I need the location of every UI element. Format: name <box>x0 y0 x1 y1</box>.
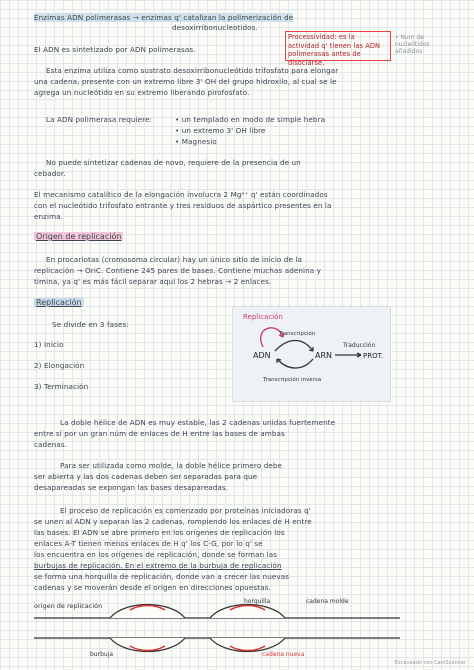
section-heading: Origen de replicación <box>36 232 122 241</box>
diagram-label: burbuja <box>90 651 114 658</box>
text-line: enlaces A-T tienen menos enlaces de H q' los C-G, por lo q' se <box>34 539 263 548</box>
figure-label: ADN <box>253 351 271 360</box>
text-line: se forma una horquilla de replicación, donde van a crecer las nuevas <box>34 572 290 581</box>
text-line: con el nucleótido trifosfato entrante y tres residuos de aspártico presentes en la <box>34 201 332 210</box>
text-line: La ADN polimerasa requiere: <box>46 115 153 124</box>
text-line: cadenas. <box>34 440 68 449</box>
text-line: una cadena, presente con un extremo libre 3' OH del grupo hidroxilo, al cual se le <box>34 77 337 86</box>
transcription-arrow <box>275 341 313 352</box>
bubble-upper <box>210 605 285 619</box>
figure-label: Traducción <box>343 342 376 349</box>
bubble-upper <box>110 605 185 619</box>
text-line: enzima. <box>34 212 64 221</box>
side-note: • Num de nucleótidos añadidos <box>395 34 430 55</box>
central-dogma-figure <box>232 306 391 402</box>
phase-item: 1) Inicio <box>34 340 64 349</box>
text-line: No puede sintetizar cadenas de novo, requiere de la presencia de un <box>46 158 301 167</box>
scanner-watermark: Escaneado con CamScanner <box>394 660 466 666</box>
requirement: • Magnesio <box>175 137 217 146</box>
text-line: desoxirribonucleotidos. <box>172 23 258 32</box>
text-line: La doble hélice de ADN es muy estable, las 2 cadenas unidas fuertemente <box>60 418 336 427</box>
text-line: cadenas y se moverán desde el origen en direcciones opuestas. <box>34 583 271 592</box>
bubble-lower <box>210 638 285 652</box>
text-line: El ADN es sintetizado por ADN polimerasas. <box>34 45 196 54</box>
bubble-lower <box>110 638 185 652</box>
reverse-transcription-arrow <box>277 359 313 368</box>
text-line: Se divide en 3 fases: <box>52 320 129 329</box>
text-line: agrega un nucleótido en su extremo liberando pirofosfato. <box>34 88 250 97</box>
replication-bubble-diagram <box>30 594 410 658</box>
text-line: Esta enzima utiliza como sustrato desoxirribonucleótido trifosfato para elongar <box>46 66 339 75</box>
diagram-label: horquilla <box>244 598 271 605</box>
text-line: En procariotas (cromosoma circular) hay un único sitio de inicio de la <box>46 255 302 264</box>
text-line: entre sí por un gran núm de enlaces de H entre las bases de ambas <box>34 429 285 438</box>
text-line: timina, ya q' es más fácil separar aquí los 2 hebras → 2 enlaces. <box>34 277 272 286</box>
phase-item: 2) Elongación <box>34 361 85 370</box>
text-line: las bases. El ADN se abre primero en los orígenes de replicación los <box>34 528 285 537</box>
diagram-label: origen de replicación <box>34 602 103 610</box>
section-heading: Replicación <box>36 298 82 307</box>
text-line: Para ser utilizada como molde, la doble hélice primero debe <box>60 461 283 470</box>
text-line: ser abierta y las dos cadenas deben ser separadas para que <box>34 472 258 481</box>
requirement: • un extremo 3' OH libre <box>175 126 266 135</box>
figure-label: Transcripción inversa <box>263 377 322 383</box>
text-line: replicación → OriC. Contiene 245 pares de bases. Contiene muchas adenina y <box>34 266 322 275</box>
text-line: se unen al ADN y separan las 2 cadenas, rompiendo los enlaces de H entre <box>34 517 312 526</box>
figure-label: Replicación <box>243 313 283 321</box>
text-line: El proceso de replicación es comenzado por proteínas iniciadoras q' <box>60 506 311 515</box>
central-dogma-diagram <box>233 307 390 401</box>
text-line: Enzimas ADN polimerasas → enzimas q' catalizan la polimerización de <box>34 13 294 22</box>
diagram-label: cadena molde <box>306 598 349 605</box>
requirement: • un templado en modo de simple hebra <box>175 115 326 124</box>
figure-label: Transcripción <box>279 331 316 337</box>
figure-label: PROT. <box>363 352 384 360</box>
figure-label: ARN <box>315 351 333 360</box>
text-line: cebador. <box>34 169 66 178</box>
text-line: burbujas de replicación. En el extremo de la burbuja de replicación <box>34 561 282 570</box>
diagram-label: cadena nueva <box>262 651 305 658</box>
text-line: desapareadas se expongan las bases desapareadas. <box>34 483 229 492</box>
text-line: El mecanismo catalítico de la elongación involucra 2 Mg²⁺ q' están coordinados <box>34 190 328 199</box>
text-line: los encuentra en los orígenes de replicación, donde se forman las <box>34 550 278 559</box>
processivity-note: Processividad: es la actividad q' tienen las ADN polimerasas antes de disociarse. <box>288 33 381 67</box>
phase-item: 3) Terminación <box>34 382 89 391</box>
